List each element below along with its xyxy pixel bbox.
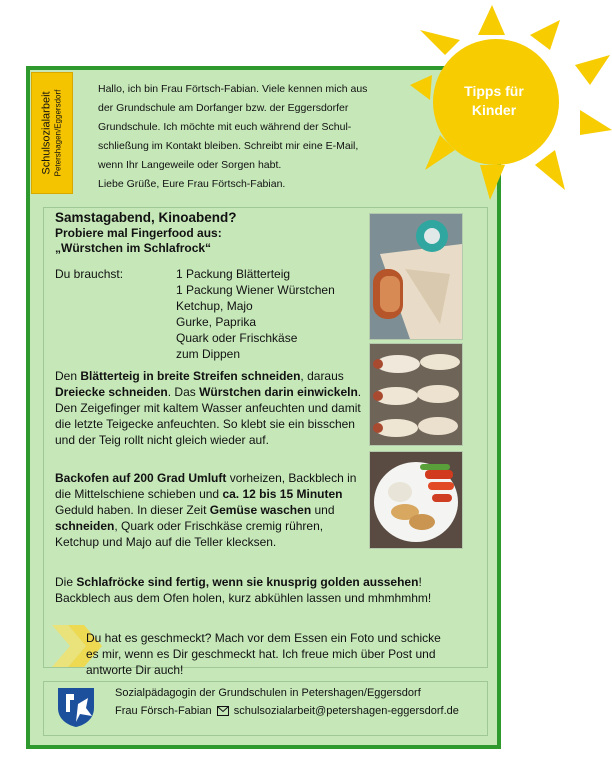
crest-icon <box>56 686 96 728</box>
ingredient-item: Gurke, Paprika <box>176 315 257 329</box>
tips-badge-line2: Kinder <box>471 102 517 118</box>
ingredient-item: Ketchup, Majo <box>176 299 253 313</box>
ingredients-list <box>176 266 335 362</box>
step-2-text: Backofen auf 200 Grad Umluft vorheizen, Backblech in die Mittelschiene schieben und ca. 12 bis 15 Minuten Geduld haben. In dieser Zeit Gemüse waschen und schneiden, Quark oder Frischkäse cremig rühren, Ketchup und Majo auf die Teller klecksen. <box>55 471 357 549</box>
sidebar-subtitle: Petershagen/Eggersdorf <box>53 89 63 177</box>
photo-dough-rolling <box>369 213 463 340</box>
tips-badge <box>441 82 547 120</box>
ingredient-item: zum Dippen <box>176 347 241 361</box>
ingredient-item: 1 Packung Blätterteig <box>176 267 291 281</box>
tips-badge-line1: Tipps für <box>464 83 524 99</box>
intro-line: Grundschule. Ich möchte mit euch während der Schul- <box>98 121 352 133</box>
intro-line: der Grundschule am Dorfanger bzw. der Eggersdorfer <box>98 102 349 114</box>
recipe-title: Samstagabend, Kinoabend? <box>55 210 237 225</box>
intro-line: wenn Ihr Langeweile oder Sorgen habt. <box>98 159 282 171</box>
closing-text: Du hat es geschmeckt? Mach vor dem Essen ein Foto und schicke es mir, wenn es Dir geschmeckt hat. Ich freue mich über Post und antworte Dir auch! <box>86 631 441 677</box>
footer-line-1: Sozialpädagogin der Grundschulen in Petershagen/Eggersdorf <box>115 687 421 699</box>
intro-text <box>98 80 398 194</box>
step-3-text: Die Schlafröcke sind fertig, wenn sie knusprig golden aussehen! Backblech aus dem Ofen holen, kurz abkühlen lassen und mhmhmhm! <box>55 575 432 605</box>
sidebar-label <box>31 72 73 194</box>
step-1-text: Den Blätterteig in breite Streifen schneiden, daraus Dreiecke schneiden. Das Würstchen darin einwickeln. Den Zeigefinger mit kaltem Wasser anfeuchten und damit die letzte Teigecke anfeuchten. So klebt sie ein bisschen und der Teig rollt nicht gleich wieder auf. <box>55 369 362 447</box>
intro-line: Hallo, ich bin Frau Förtsch-Fabian. Viele kennen mich aus <box>98 83 368 95</box>
photo-wrapped-sausages <box>369 343 463 446</box>
sidebar-title: Schulsozialarbeit <box>40 91 53 175</box>
photo-plate-served <box>369 451 463 549</box>
footer-email-link[interactable]: schulsozialarbeit@petershagen-eggersdorf.de <box>233 705 459 717</box>
intro-line: schließung im Kontakt bleiben. Schreibt mir eine E-Mail, <box>98 140 359 152</box>
footer-name: Frau Försch-Fabian <box>115 705 212 717</box>
recipe-subtitle-1: Probiere mal Fingerfood aus: <box>55 226 222 240</box>
intro-line: Liebe Grüße, Eure Frau Förtsch-Fabian. <box>98 178 286 190</box>
ingredients-label: Du brauchst: <box>55 267 124 281</box>
mail-icon <box>217 706 229 716</box>
ingredient-item: 1 Packung Wiener Würstchen <box>176 283 335 297</box>
recipe-subtitle-2: „Würstchen im Schlafrock“ <box>55 241 212 255</box>
ingredient-item: Quark oder Frischkäse <box>176 331 298 345</box>
footer-contact <box>115 704 459 718</box>
